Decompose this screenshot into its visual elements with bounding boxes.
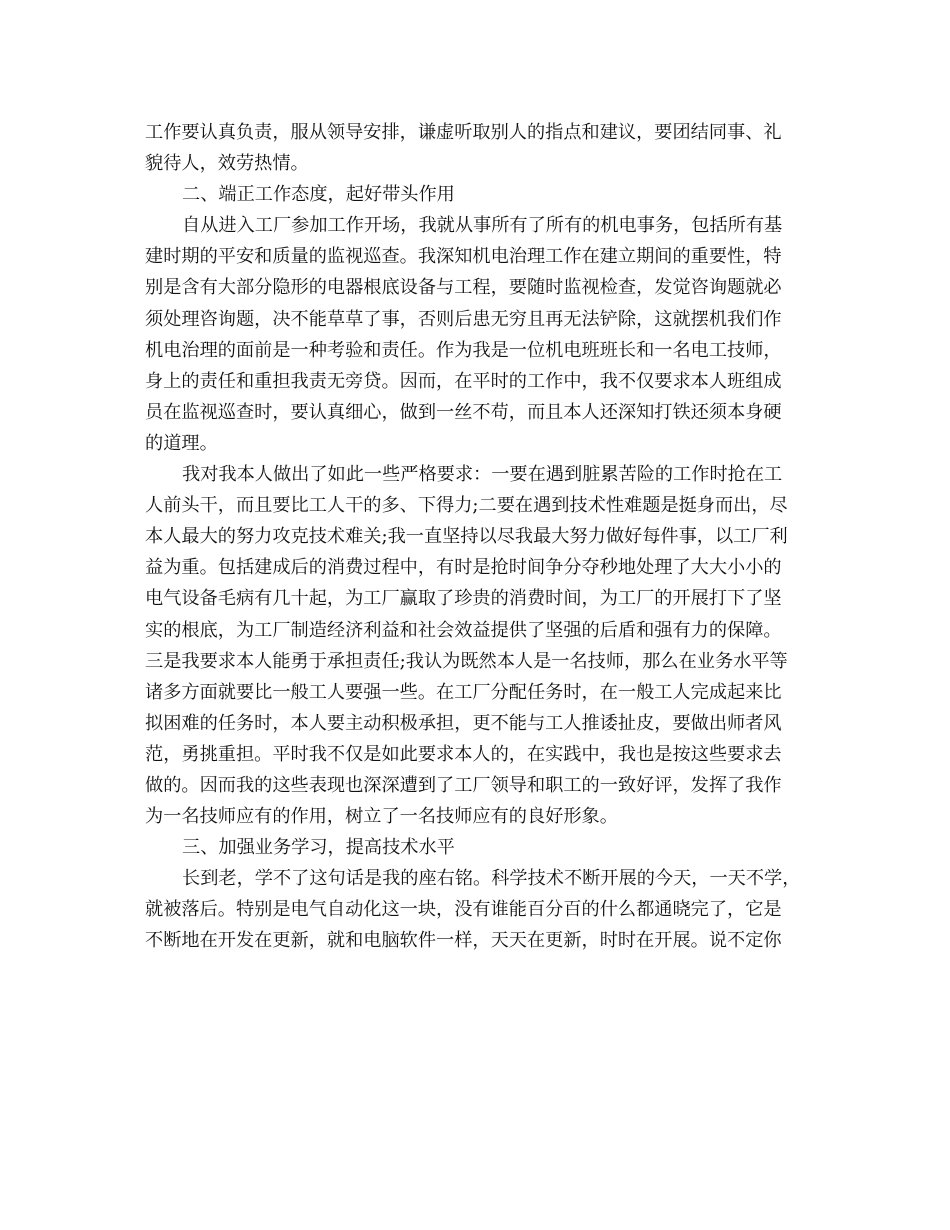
text-line: 范，勇挑重担。平时我不仅是如此要求本人的，在实践中，我也是按这些要求去 — [145, 743, 782, 765]
text-line: 本人最大的努力攻克技术难关;我一直坚持以尽我最大努力做好每件事，以工厂利 — [145, 526, 788, 548]
text-line: 拟困难的任务时，本人要主动积极承担，更不能与工人推诿扯皮，要做出师者风 — [145, 712, 782, 734]
heading-line: 二、端正工作态度，起好带头作用 — [182, 184, 455, 206]
paragraph-4 — [145, 459, 807, 832]
section-heading-3 — [145, 832, 807, 863]
section-heading-2 — [145, 179, 807, 210]
text-line: 益为重。包括建成后的消费过程中，有时是抢时间争分夺秒地处理了大大小小的 — [145, 557, 782, 579]
text-line: 为一名技师应有的作用，树立了一名技师应有的良好形象。 — [145, 806, 618, 828]
text-line: 的道理。 — [145, 432, 218, 454]
heading-line: 三、加强业务学习，提高技术水平 — [182, 837, 455, 859]
text-line: 别是含有大部分隐形的电器根底设备与工程，要随时监视检查，发觉咨询题就必 — [145, 277, 782, 299]
text-line: 长到老，学不了这句话是我的座右铭。科学技术不断开展的今天，一天不学， — [182, 868, 801, 890]
text-line: 诸多方面就要比一般工人要强一些。在工厂分配任务时，在一般工人完成起来比 — [145, 681, 782, 703]
text-line: 机电治理的面前是一种考验和责任。作为我是一位机电班班长和一名电工技师， — [145, 339, 782, 361]
text-line: 做的。因而我的这些表现也深深遭到了工厂领导和职工的一致好评，发挥了我作 — [145, 774, 782, 796]
text-line: 电气设备毛病有几十起，为工厂赢取了珍贵的消费时间，为工厂的开展打下了坚 — [145, 588, 782, 610]
document-body — [145, 117, 807, 957]
text-line: 我对我本人做出了如此一些严格要求：一要在遇到脏累苦险的工作时抢在工 — [182, 464, 783, 486]
text-line: 不断地在开发在更新，就和电脑软件一样，天天在更新，时时在开展。说不定你 — [145, 930, 782, 952]
text-line: 自从进入工厂参加工作开场，我就从事所有了所有的机电事务，包括所有基 — [182, 215, 783, 237]
text-line: 须处理咨询题，决不能草草了事，否则后患无穷且再无法铲除，这就摆机我们作 — [145, 308, 782, 330]
paragraph-3 — [145, 210, 807, 459]
text-line: 建时期的平安和质量的监视巡查。我深知机电治理工作在建立期间的重要性，特 — [145, 246, 782, 268]
text-line: 员在监视巡查时，要认真细心，做到一丝不苟，而且本人还深知打铁还须本身硬 — [145, 401, 782, 423]
text-line: 貌待人，效劳热情。 — [145, 153, 309, 175]
text-line: 工作要认真负责，服从领导安排，谦虚听取别人的指点和建议，要团结同事、礼 — [145, 122, 782, 143]
paragraph-1 — [145, 117, 807, 179]
text-line: 三是我要求本人能勇于承担责任;我认为既然本人是一名技师，那么在业务水平等 — [145, 650, 788, 672]
text-line: 身上的责任和重担我责无旁贷。因而，在平时的工作中，我不仅要求本人班组成 — [145, 370, 782, 392]
text-line: 人前头干，而且要比工人干的多、下得力;二要在遇到技术性难题是挺身而出，尽 — [145, 495, 788, 517]
text-line: 就被落后。特别是电气自动化这一块，没有谁能百分百的什么都通晓完了，它是 — [145, 899, 782, 921]
paragraph-6 — [145, 863, 807, 956]
text-line: 实的根底，为工厂制造经济利益和社会效益提供了坚强的后盾和强有力的保障。 — [145, 619, 782, 641]
